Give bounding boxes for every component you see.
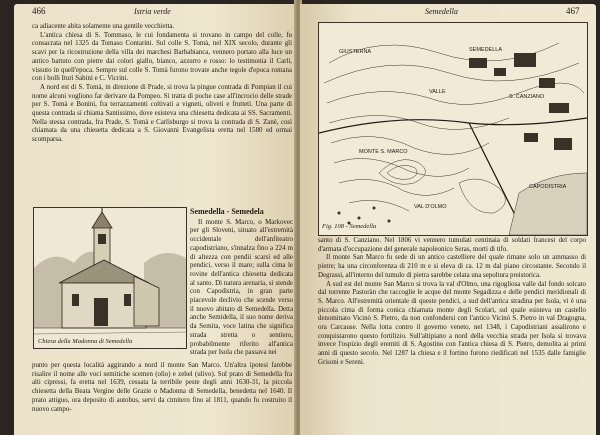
left-text-section: [190, 207, 293, 358]
page-number-left: 466: [32, 6, 46, 16]
paragraph: Il monte San Marco fu sede di un antico castelliere del quale rimane solo un ammasso di pietre; ha una circonferenza di 210 m e si eleva di ca. 12 m dal piano circostante. Secondo il Degrassi, all'interno del tumulo di pietra sarebbe celata una sepoltura preistorica.: [318, 254, 586, 279]
paragraph: A nord est di S. Tomà, in direzione di Prade, si trova la pingue contrada di Pompian il cui nome alcuni vogliono far derivare da Pompeo. Si tratta di poche case all'incrocio delle strade per S. Tomà e Bonini, fra terrazzamenti coltivati a vigneti, oliveti e frutteti. Una parte di questa contrada si chiama Santissimo, dove esisteva una chiesetta dedicata ai SS. Sacramenti. Nella stessa contrada, fra Prade, S. Tomà e Carlisburgo si trova la contrada di S. Zanè, così chiamata da una chiesetta dedicata a S. Giovanni Evangelista eretta nel 1580 ed ormai scomparsa.: [32, 83, 292, 144]
map-label: CAPODISTRIA: [529, 184, 567, 190]
right-page: [300, 4, 596, 435]
paragraph: Il monte S. Marco, o Markovec per gli Sloveni, situato all'estremità occidentale dell'anfiteatro capodistriano, s'innalza fino a 224 m di altezza con pendii scarsi ed alle pendici, verso il mare; sulla cima le rovine dell'antica chiesetta dedicata al santo. Di natura arenaria, si stende con Capodistria, in gran parte piacevole declivio che scende verso il nuovo abitato di Semedella. Detta anche Semidella, il suo nome deriva da Semita, voce latina che significa strada stretta o sentiero, probabilmente riferito all'antica strada per Isola che passava nei: [190, 218, 293, 357]
paragraph: ca adiacente abita solamente una gentile vecchietta.: [32, 23, 175, 30]
paragraph: L'antica chiesa di S. Tommaso, le cui fondamenta si trovano in campo del colle, fu consacrata nel 1325 da Tomaso Contarini. Sul colle S. Tomà, nel XIX secolo, durante gli scavi per la ricostruzione della villa dei marchesi Barbabianca, vennero portato alla luce un antico battuto con pietre dai colori giallo, bianco, azzurro e rosso: lo testimonia il Carli, vissuto in quell'epoca. Sempre sul colle S. Tomà furono trovate anche tegole d'epoca romana con i bolli Iturì Sabini e C. Vicrini.: [32, 31, 292, 83]
map-label: VAL D'OLMO: [414, 204, 447, 210]
map-label: S. CANZIANO: [509, 94, 545, 100]
map-label: MONTE S. MARCO: [359, 149, 408, 155]
paragraph: A sud est del monte San Marco si trova la val d'Olmo, una rigogliosa valle dal fondo solcato dal torrente Pastoràn che raccoglie le acque del monte Segadizza e delle pendici meridionali di S. Marco. All'estremità orientale di queste pendici, a sud dell'antica stradina per Isola, vi è una piccola cima di forma conica chiamata monte degli Scolari, sul quale esisteva un castello denominato Vicinò S. Pietro, da non confondersi con l'antico Vicinò S. Pietro in val Dragogna, ora Carcause. Nella lotta contro il governo veneto, nel 1348, i Capodistriani assalirono e conquistarono questo fortilizio. Sull'altipiano a nord della vecchia strada per Isola si trovava invece l'ospizio degli eremiti di S. Agostino con l'antica chiesa di S. Pietro, demolita ai primi anni di questo secolo. Nel 1287 la chiesa e il fortino furono riedificati nel 1535 dalle famiglie Grisoni e Sereni.: [318, 280, 586, 366]
map-figure: [318, 22, 588, 236]
left-text-bottom: [32, 362, 292, 414]
running-head-right: Semedella: [425, 7, 458, 16]
section-title: Semedella - Semedela: [190, 207, 264, 216]
page-number-right: 467: [566, 6, 580, 16]
right-text: [318, 237, 586, 368]
running-head-left: Istria verde: [134, 7, 171, 16]
left-text-top: [32, 23, 292, 145]
church-drawing: [34, 208, 186, 348]
left-page: [14, 4, 296, 435]
paragraph: santo di S. Canziano. Nel 1806 vi vennero tumulati centinaia di soldati francesi del corpo d'armata d'occupazione del generale napoleonico Seras, morti di tifo.: [318, 237, 586, 253]
map-label: VALLE: [429, 89, 446, 95]
map-label: SEMEDELLA: [469, 47, 503, 53]
map-label: GIUSTERNA: [339, 49, 372, 55]
church-caption: Chiesa della Madonna di Semedella: [38, 338, 133, 345]
church-illustration: [33, 207, 187, 349]
paragraph: punto per questa località aggirando a nord il monte San Marco. Un'altra ipotesi farebbe risalire il nome alle voci semitiche scemen (olio) e zehel (ulivo). Sul prato di Semedella fra alti cipressi, fa eretta nel 1639, cessata la terribile peste degli anni 1630-31, la piccola chiesetta della Beata Vergine delle Grazie o Madonna di Semedella, benedetta nel 1640. Il prato attiguo, ora deposito di autobus, servi da cimitero fino al 1811, quando fu costruito il nuovo campo-: [32, 362, 292, 413]
map-caption: Fig. 108 - Semedella: [322, 223, 377, 230]
topographic-map: [319, 23, 587, 235]
